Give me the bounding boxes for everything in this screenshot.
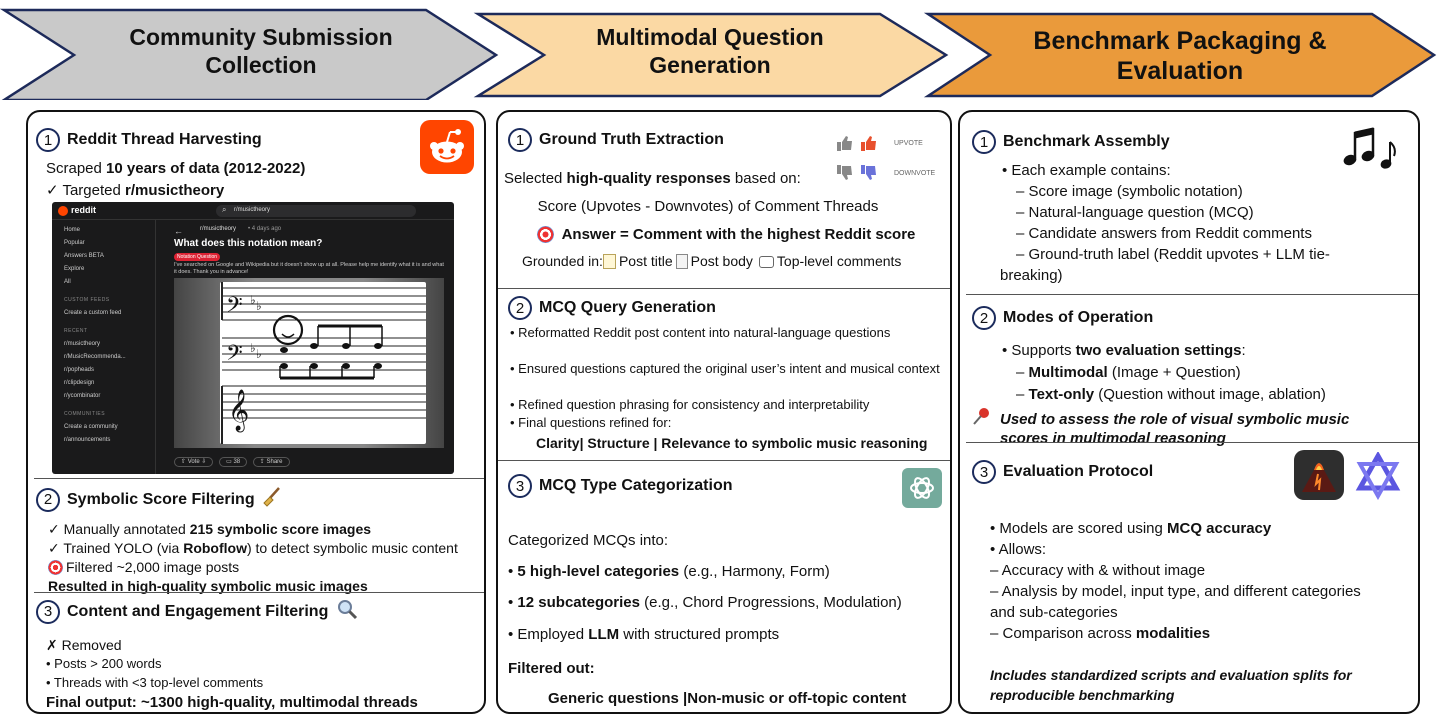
stage-2-line1: Multimodal Question xyxy=(596,24,824,50)
screenshot-reddit-icon xyxy=(58,206,68,216)
svg-text:𝄢: 𝄢 xyxy=(226,341,243,371)
comments-count: 38 xyxy=(233,459,241,465)
section-title xyxy=(36,486,283,513)
screenshot-subreddit[interactable]: r/musictheory xyxy=(200,226,237,232)
share-label: Share xyxy=(266,459,283,465)
answer-text: Answer = Comment with the highest Reddit score xyxy=(561,226,916,243)
stage-3-line1: Benchmark Packaging & xyxy=(1033,27,1327,55)
stage-2-label xyxy=(540,24,880,79)
pushpin-icon xyxy=(972,406,992,432)
memo-icon xyxy=(603,254,616,269)
categories-line xyxy=(508,561,830,582)
screenshot-vote-button[interactable]: ⇧ Vote ⇩ xyxy=(174,457,213,467)
text-only-bold: Text-only xyxy=(1028,386,1095,403)
downvote-label: DOWNVOTE xyxy=(894,169,936,177)
sidebar-item-recent[interactable]: r/MusicRecommenda... xyxy=(64,354,126,360)
column-evaluation xyxy=(958,110,1420,714)
assembly-item: – Candidate answers from Reddit comments xyxy=(1016,225,1312,242)
sidebar-item-explore[interactable]: Explore xyxy=(64,266,85,272)
assembly-item: – Natural-language question (MCQ) xyxy=(1016,204,1254,221)
upvote-row xyxy=(836,134,923,152)
llm-text: • Employed xyxy=(508,626,589,643)
allows-line: • Allows: xyxy=(990,541,1047,558)
assembly-item: – Ground-truth label (Reddit upvotes + LLM tie- xyxy=(1016,246,1330,263)
section-title-text: Benchmark Assembly xyxy=(1003,133,1170,150)
section-title-text: Ground Truth Extraction xyxy=(539,131,724,148)
annotated-text: ✓ Manually annotated xyxy=(48,521,190,537)
section-mcq-generation xyxy=(498,288,950,460)
text-only-line xyxy=(1016,384,1326,405)
categories-examples: (e.g., Harmony, Form) xyxy=(679,563,830,580)
page-icon xyxy=(676,254,688,269)
mcq-bullet: • Refined question phrasing for consistency and interpretability xyxy=(510,397,870,412)
role-line-cont: scores in multimodal reasoning xyxy=(1000,430,1226,447)
screenshot-topbar xyxy=(52,202,454,220)
section-title xyxy=(36,598,358,625)
llm-text-end: with structured prompts xyxy=(619,626,780,643)
screenshot-back-icon[interactable]: ← xyxy=(174,226,183,236)
llm-line xyxy=(508,624,779,645)
mcq-bullet: • Final questions refined for: xyxy=(510,415,672,430)
multimodal-bold: Multimodal xyxy=(1028,364,1108,381)
section-benchmark-assembly xyxy=(960,112,1418,296)
annotated-count: 215 symbolic score images xyxy=(189,521,372,537)
chatgpt-logo-icon xyxy=(902,468,942,508)
upvote-label: UPVOTE xyxy=(894,139,923,147)
categories-bullet: • xyxy=(508,563,518,580)
posts-line: • Posts > 200 words xyxy=(46,656,162,671)
multimodal-desc: (Image + Question) xyxy=(1107,364,1241,381)
section-title-text: Symbolic Score Filtering xyxy=(67,490,255,508)
column-generation xyxy=(496,110,952,714)
stage-2-line2: Generation xyxy=(649,51,771,78)
sidebar-item-recent[interactable]: r/ycombinator xyxy=(64,393,101,399)
screenshot-search-text: r/musictheory xyxy=(234,207,271,213)
multimodal-dash: – xyxy=(1016,364,1029,381)
sidebar-item-create-community[interactable]: Create a community xyxy=(64,424,118,430)
subcategories-line xyxy=(508,592,902,613)
assembly-item: – Score image (symbolic notation) xyxy=(1016,183,1243,200)
protocol-item-cont: and sub-categories xyxy=(990,604,1118,621)
score-image xyxy=(220,282,426,444)
section-score-filtering xyxy=(28,478,484,594)
step-number: 2 xyxy=(508,296,532,320)
magnifier-icon xyxy=(336,598,358,625)
section-title xyxy=(508,296,716,320)
yolo-line xyxy=(48,539,458,558)
grounded-post-title: Post title xyxy=(618,253,673,269)
target-icon xyxy=(48,560,63,575)
section-title-text: Reddit Thread Harvesting xyxy=(67,131,262,148)
section-title-text: Content and Engagement Filtering xyxy=(67,602,329,620)
section-title xyxy=(972,460,1153,484)
screenshot-sidebar xyxy=(52,220,156,474)
sidebar-item-home[interactable]: Home xyxy=(64,227,81,233)
answer-line xyxy=(498,224,952,245)
svg-text:𝄢: 𝄢 xyxy=(226,293,243,323)
resulted-text: Resulted in high-quality symbolic music images xyxy=(48,578,368,594)
screenshot-brand: reddit xyxy=(71,205,97,215)
thumbs-down-gray-icon xyxy=(836,164,854,182)
section-engagement-filtering xyxy=(28,592,484,714)
filtered-out-label: Filtered out: xyxy=(508,660,595,677)
yolo-text: ✓ Trained YOLO (via xyxy=(48,540,184,556)
target-icon xyxy=(537,226,554,243)
svg-text:♭: ♭ xyxy=(250,293,256,307)
section-title xyxy=(508,474,733,498)
section-ground-truth xyxy=(498,112,950,288)
stage-1-line1: Community Submission xyxy=(129,24,393,50)
sidebar-item-announcements[interactable]: r/announcements xyxy=(64,437,111,443)
scrape-years: 10 years of data (2012-2022) xyxy=(106,160,306,177)
qwen-logo-icon xyxy=(1354,452,1402,505)
protocol-item: – Analysis by model, input type, and different categories xyxy=(990,583,1361,600)
threads-line: • Threads with <3 top-level comments xyxy=(46,675,264,690)
supports-line xyxy=(1002,340,1246,361)
score-formula-line: Score (Upvotes - Downvotes) of Comment Threads xyxy=(537,198,879,215)
step-number: 2 xyxy=(972,306,996,330)
section-title-text: MCQ Type Categorization xyxy=(539,477,733,494)
filtered-line xyxy=(48,558,239,577)
removed-line: ✗ Removed xyxy=(46,637,122,653)
vote-label: Vote xyxy=(187,459,200,465)
screenshot-flair: Notation Question xyxy=(174,253,220,261)
sidebar-item-recent[interactable]: r/popheads xyxy=(64,367,95,373)
subcategories-examples: (e.g., Chord Progressions, Modulation) xyxy=(639,594,902,611)
categorized-line: Categorized MCQs into: xyxy=(508,532,669,549)
screenshot-actions xyxy=(174,458,290,465)
screenshot-time: • 4 days ago xyxy=(248,226,282,232)
step-number: 3 xyxy=(972,460,996,484)
target-text: ✓ Targeted xyxy=(46,182,126,199)
screenshot-search-icon: ⌕ xyxy=(222,205,227,214)
scored-line xyxy=(990,518,1271,539)
protocol-item: – Accuracy with & without image xyxy=(990,562,1206,579)
multimodal-line xyxy=(1016,362,1241,383)
grounded-line xyxy=(522,252,901,271)
target-line xyxy=(46,180,224,201)
supports-text: • Supports xyxy=(1002,342,1076,359)
speech-bubble-icon xyxy=(759,256,774,268)
screenshot-comments-button[interactable]: ▭ 38 xyxy=(219,457,247,467)
sidebar-item-popular[interactable]: Popular xyxy=(64,240,85,246)
mcq-refinement-criteria: Clarity| Structure | Relevance to symbolic music reasoning xyxy=(536,435,928,451)
scored-bold: MCQ accuracy xyxy=(1167,520,1272,537)
supports-colon: : xyxy=(1241,342,1246,359)
section-title-text: Evaluation Protocol xyxy=(1003,463,1154,480)
scrape-text: Scraped xyxy=(46,160,107,177)
role-text: Used to assess the role of visual symbolic music xyxy=(1000,410,1350,428)
section-thread-harvesting xyxy=(28,112,484,478)
thumbs-up-red-icon xyxy=(860,134,878,152)
supports-bold: two evaluation settings xyxy=(1075,342,1242,359)
subcategories-bullet: • xyxy=(508,594,518,611)
sidebar-item-recent[interactable]: r/clipdesign xyxy=(64,380,95,386)
annotated-line xyxy=(48,520,371,539)
sidebar-header-communities: COMMUNITIES xyxy=(64,411,106,417)
svg-text:♭: ♭ xyxy=(256,347,262,361)
thumbs-down-blue-icon xyxy=(860,164,878,182)
screenshot-post-title: What does this notation mean? xyxy=(174,238,323,249)
scripts-line: Includes standardized scripts and evaluation splits for xyxy=(990,667,1352,683)
filtered-out-items: Generic questions |Non-music or off-topic content xyxy=(548,690,907,707)
stage-1-line2: Collection xyxy=(205,51,317,78)
section-title-text: Modes of Operation xyxy=(1003,309,1154,326)
llm-bold: LLM xyxy=(588,626,620,643)
section-title xyxy=(972,130,1170,154)
section-title-text: MCQ Query Generation xyxy=(539,299,716,316)
reddit-logo-icon xyxy=(420,120,474,174)
sidebar-header-custom: CUSTOM FEEDS xyxy=(64,297,110,303)
final-output-line: Final output: ~1300 high-quality, multimodal threads xyxy=(46,694,418,711)
mcq-bullet: • Reformatted Reddit post content into natural-language questions xyxy=(510,325,891,340)
section-mcq-categorization xyxy=(498,460,950,714)
step-number: 1 xyxy=(36,128,60,152)
selected-text-end: based on: xyxy=(730,170,801,187)
mcq-bullet: • Ensured questions captured the original user’s intent and musical context xyxy=(510,361,940,376)
text-only-dash: – xyxy=(1016,386,1029,403)
stage-3-label xyxy=(980,26,1380,86)
step-number: 3 xyxy=(36,600,60,624)
sidebar-header-recent: RECENT xyxy=(64,328,88,334)
broom-icon xyxy=(261,486,283,513)
reddit-screenshot xyxy=(52,202,454,474)
sidebar-item-create-feed[interactable]: Create a custom feed xyxy=(64,310,122,316)
screenshot-post-body: I've searched on Google and Wikipedia but it doesn't show up at all. Please help me identify what it is and what it does. Thank you in advance! xyxy=(174,262,444,275)
section-title xyxy=(36,128,262,152)
scripts-line-cont: reproducible benchmarking xyxy=(990,687,1175,703)
comparison-bold: modalities xyxy=(1135,625,1211,642)
section-modes-of-operation xyxy=(960,294,1418,447)
scored-text: • Models are scored using xyxy=(990,520,1168,537)
thumbs-up-gray-icon xyxy=(836,134,854,152)
step-number: 1 xyxy=(972,130,996,154)
step-number: 2 xyxy=(36,488,60,512)
svg-text:♭: ♭ xyxy=(256,299,262,313)
column-collection xyxy=(26,110,486,714)
downvote-row xyxy=(836,164,935,182)
sidebar-item-recent[interactable]: r/musictheory xyxy=(64,341,101,347)
comparison-line xyxy=(990,623,1210,644)
svg-text:𝄞: 𝄞 xyxy=(228,390,250,431)
selected-line xyxy=(504,168,801,189)
target-subreddit: r/musictheory xyxy=(125,182,225,199)
assembly-item-cont: breaking) xyxy=(1000,267,1063,284)
music-notes-icon xyxy=(1342,126,1398,175)
sidebar-item-all[interactable]: All xyxy=(64,279,71,285)
screenshot-search[interactable] xyxy=(216,205,416,217)
scrape-line xyxy=(46,158,305,179)
subcategories-count: 12 subcategories xyxy=(517,594,640,611)
yolo-text-end: ) to detect symbolic music content xyxy=(246,540,458,556)
volcano-logo-icon xyxy=(1294,450,1344,500)
score-notation-svg xyxy=(220,282,426,444)
section-title xyxy=(508,128,724,152)
stage-1-label xyxy=(86,24,436,79)
grounded-text: Grounded in: xyxy=(522,253,603,269)
selected-bold: high-quality responses xyxy=(566,170,731,187)
svg-text:♭: ♭ xyxy=(250,341,256,355)
grounded-comments: Top-level comments xyxy=(776,253,902,269)
stage-3-line2: Evaluation xyxy=(1116,57,1244,85)
step-number: 3 xyxy=(508,474,532,498)
step-number: 1 xyxy=(508,128,532,152)
sidebar-item-answers[interactable]: Answers BETA xyxy=(64,253,104,259)
section-title xyxy=(972,306,1153,330)
screenshot-share-button[interactable]: ⇪ Share xyxy=(253,457,290,467)
comparison-text: – Comparison across xyxy=(990,625,1136,642)
section-evaluation-protocol xyxy=(960,442,1418,714)
assembly-line: • Each example contains: xyxy=(1002,162,1171,179)
categories-count: 5 high-level categories xyxy=(517,563,680,580)
yolo-roboflow: Roboflow xyxy=(183,540,247,556)
text-only-desc: (Question without image, ablation) xyxy=(1094,386,1326,403)
selected-text: Selected xyxy=(504,170,567,187)
grounded-post-body: Post body xyxy=(690,253,753,269)
filtered-text: Filtered ~2,000 image posts xyxy=(66,559,240,575)
